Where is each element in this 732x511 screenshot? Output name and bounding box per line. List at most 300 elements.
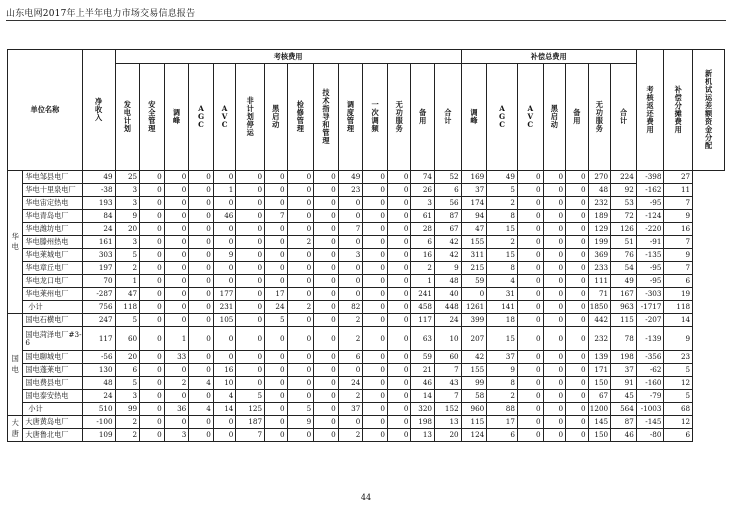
value-cell: 115 — [611, 314, 637, 327]
value-cell: 3 — [164, 429, 189, 442]
value-cell: 0 — [189, 364, 214, 377]
value-cell: 37 — [611, 364, 637, 377]
value-cell: 0 — [363, 364, 388, 377]
value-cell: 51 — [611, 236, 637, 249]
value-cell: 26 — [411, 184, 435, 197]
value-cell: 0 — [314, 249, 339, 262]
value-cell: 0 — [189, 236, 214, 249]
subtotal-label: 小计 — [23, 301, 82, 314]
value-cell: 68 — [664, 403, 693, 416]
value-cell: 12 — [664, 416, 693, 429]
value-cell: 48 — [588, 184, 611, 197]
value-cell: 33 — [164, 351, 189, 364]
value-cell: 59 — [461, 275, 487, 288]
value-cell: 174 — [461, 197, 487, 210]
plant-name: 国电泰安热电 — [23, 390, 82, 403]
plant-name: 华电莱州电厂 — [23, 288, 82, 301]
value-cell: 0 — [189, 351, 214, 364]
value-cell: 0 — [387, 377, 411, 390]
value-cell: 0 — [566, 314, 589, 327]
assessment-col-header: 无功服务 — [387, 64, 411, 171]
value-cell: 139 — [588, 351, 611, 364]
compensation-col-header: 备用 — [566, 64, 589, 171]
value-cell: 0 — [387, 236, 411, 249]
value-cell: 31 — [487, 288, 518, 301]
value-cell: 0 — [189, 223, 214, 236]
table-head — [8, 50, 725, 171]
value-cell: -91 — [636, 236, 664, 249]
value-cell: 0 — [314, 171, 339, 184]
value-cell: 9 — [664, 249, 693, 262]
value-cell: 0 — [265, 236, 288, 249]
value-cell: 5 — [115, 314, 140, 327]
value-cell: 24 — [435, 314, 462, 327]
plant-name: 华电青岛电厂 — [23, 210, 82, 223]
value-cell: 0 — [363, 377, 388, 390]
value-cell: 0 — [314, 390, 339, 403]
table-body — [8, 171, 725, 442]
value-cell: 94 — [461, 210, 487, 223]
value-cell: 0 — [387, 184, 411, 197]
value-cell: 42 — [435, 236, 462, 249]
value-cell: 54 — [611, 262, 637, 275]
value-cell: 9 — [487, 364, 518, 377]
value-cell: 0 — [314, 416, 339, 429]
value-cell: 0 — [164, 314, 189, 327]
table-row — [8, 210, 725, 223]
value-cell: 2 — [287, 236, 314, 249]
value-cell: 0 — [517, 275, 543, 288]
value-cell: 71 — [588, 288, 611, 301]
value-cell: 46 — [213, 210, 236, 223]
value-cell: 0 — [566, 377, 589, 390]
value-cell: 78 — [611, 327, 637, 351]
value-cell: 0 — [189, 210, 214, 223]
value-cell: 0 — [213, 429, 236, 442]
value-cell: 0 — [543, 275, 566, 288]
value-cell: -398 — [636, 171, 664, 184]
value-cell: 9 — [664, 327, 693, 351]
value-cell: 963 — [611, 301, 637, 314]
value-cell: 0 — [265, 403, 288, 416]
value-cell: 0 — [363, 223, 388, 236]
value-cell: 14 — [213, 403, 236, 416]
value-cell: 49 — [338, 171, 363, 184]
value-cell: 11 — [664, 184, 693, 197]
value-cell: 0 — [164, 236, 189, 249]
value-cell: 0 — [287, 351, 314, 364]
value-cell: 2 — [487, 236, 518, 249]
value-cell: 0 — [517, 262, 543, 275]
value-cell: 92 — [611, 184, 637, 197]
value-cell: 5 — [287, 403, 314, 416]
value-cell: 24 — [82, 390, 115, 403]
value-cell: 1261 — [461, 301, 487, 314]
value-cell: 2 — [287, 301, 314, 314]
value-cell: 0 — [543, 377, 566, 390]
value-cell: 0 — [338, 416, 363, 429]
value-cell: 117 — [411, 314, 435, 327]
value-cell: 2 — [411, 262, 435, 275]
value-cell: 0 — [517, 210, 543, 223]
value-cell: 756 — [82, 301, 115, 314]
value-cell: 155 — [461, 236, 487, 249]
value-cell: 0 — [189, 327, 214, 351]
value-cell: 0 — [363, 249, 388, 262]
value-cell: 247 — [82, 314, 115, 327]
assessment-col-header: AVC — [213, 64, 236, 171]
value-cell: 0 — [314, 197, 339, 210]
value-cell: 152 — [435, 403, 462, 416]
table-row — [8, 171, 725, 184]
value-cell: 0 — [140, 223, 165, 236]
value-cell: 0 — [517, 351, 543, 364]
value-cell: 9 — [287, 416, 314, 429]
value-cell: 0 — [265, 262, 288, 275]
value-cell: 0 — [314, 262, 339, 275]
value-cell: 87 — [611, 416, 637, 429]
value-cell: 0 — [140, 351, 165, 364]
value-cell: 1 — [164, 327, 189, 351]
value-cell: 399 — [461, 314, 487, 327]
value-cell: 20 — [115, 351, 140, 364]
value-cell: 0 — [140, 364, 165, 377]
value-cell: 46 — [411, 377, 435, 390]
value-cell: 0 — [338, 364, 363, 377]
value-cell: 105 — [213, 314, 236, 327]
value-cell: 0 — [461, 288, 487, 301]
value-cell: 0 — [363, 314, 388, 327]
value-cell: -207 — [636, 314, 664, 327]
value-cell: 0 — [387, 403, 411, 416]
value-cell: 72 — [611, 210, 637, 223]
value-cell: 369 — [588, 249, 611, 262]
value-cell: 16 — [213, 364, 236, 377]
value-cell: 0 — [213, 351, 236, 364]
value-cell: 171 — [588, 364, 611, 377]
unit-name-header: 单位名称 — [8, 50, 83, 171]
value-cell: 0 — [543, 288, 566, 301]
value-cell: 63 — [411, 327, 435, 351]
plant-name: 华电宙定热电 — [23, 197, 82, 210]
value-cell: 0 — [338, 275, 363, 288]
value-cell: 0 — [140, 416, 165, 429]
value-cell: 126 — [611, 223, 637, 236]
value-cell: 0 — [363, 262, 388, 275]
value-cell: 60 — [115, 327, 140, 351]
value-cell: 0 — [287, 327, 314, 351]
value-cell: 0 — [236, 184, 265, 197]
value-cell: 0 — [236, 171, 265, 184]
value-cell: 115 — [461, 416, 487, 429]
value-cell: 0 — [543, 171, 566, 184]
value-cell: 0 — [164, 184, 189, 197]
value-cell: 0 — [314, 210, 339, 223]
value-cell: 0 — [140, 236, 165, 249]
value-cell: 76 — [611, 249, 637, 262]
value-cell: 0 — [236, 377, 265, 390]
value-cell: 5 — [115, 377, 140, 390]
value-cell: 0 — [164, 249, 189, 262]
value-cell: 0 — [338, 288, 363, 301]
value-cell: 215 — [461, 262, 487, 275]
value-cell: 0 — [387, 351, 411, 364]
value-cell: -95 — [636, 262, 664, 275]
value-cell: 2 — [115, 416, 140, 429]
value-cell: 193 — [82, 197, 115, 210]
value-cell: 0 — [387, 327, 411, 351]
value-cell: 0 — [140, 390, 165, 403]
value-cell: 0 — [517, 288, 543, 301]
value-cell: 117 — [82, 327, 115, 351]
value-cell: 145 — [588, 416, 611, 429]
value-cell: 0 — [287, 429, 314, 442]
value-cell: 0 — [265, 351, 288, 364]
value-cell: 87 — [435, 210, 462, 223]
plant-name: 华电龙口电厂 — [23, 275, 82, 288]
value-cell: 0 — [236, 210, 265, 223]
value-cell: 42 — [435, 249, 462, 262]
plant-name: 国电费县电厂 — [23, 377, 82, 390]
value-cell: 0 — [140, 249, 165, 262]
value-cell: -62 — [636, 364, 664, 377]
value-cell: 0 — [314, 301, 339, 314]
value-cell: 0 — [314, 288, 339, 301]
value-cell: 167 — [611, 288, 637, 301]
table-row — [8, 262, 725, 275]
value-cell: 0 — [387, 275, 411, 288]
value-cell: 9 — [435, 262, 462, 275]
value-cell: 0 — [543, 327, 566, 351]
value-cell: 0 — [387, 197, 411, 210]
value-cell: 0 — [543, 429, 566, 442]
value-cell: 0 — [314, 429, 339, 442]
value-cell: 0 — [363, 390, 388, 403]
value-cell: 0 — [517, 171, 543, 184]
value-cell: 0 — [213, 327, 236, 351]
value-cell: 6 — [664, 275, 693, 288]
value-cell: 129 — [588, 223, 611, 236]
value-cell: 0 — [265, 327, 288, 351]
value-cell: 82 — [338, 301, 363, 314]
value-cell: 21 — [411, 364, 435, 377]
value-cell: 47 — [115, 288, 140, 301]
value-cell: 0 — [236, 236, 265, 249]
value-cell: 49 — [82, 171, 115, 184]
value-cell: 9 — [213, 249, 236, 262]
value-cell: -1717 — [636, 301, 664, 314]
value-cell: 37 — [338, 403, 363, 416]
value-cell: -95 — [636, 275, 664, 288]
value-cell: 0 — [265, 377, 288, 390]
value-cell: 0 — [517, 429, 543, 442]
assessment-col-header: 安全管理 — [140, 64, 165, 171]
subtotal-row — [8, 403, 725, 416]
value-cell: -287 — [82, 288, 115, 301]
value-cell: 0 — [387, 249, 411, 262]
value-cell: 0 — [287, 390, 314, 403]
value-cell: 232 — [588, 327, 611, 351]
value-cell: 28 — [411, 223, 435, 236]
value-cell: 0 — [140, 288, 165, 301]
value-cell: 56 — [435, 197, 462, 210]
plant-name: 华电十里泉电厂 — [23, 184, 82, 197]
subtotal-row — [8, 301, 725, 314]
value-cell: 0 — [338, 262, 363, 275]
value-cell: 2 — [338, 314, 363, 327]
value-cell: 0 — [566, 390, 589, 403]
value-cell: 1200 — [588, 403, 611, 416]
value-cell: 0 — [287, 171, 314, 184]
value-cell: 16 — [664, 223, 693, 236]
value-cell: 59 — [411, 351, 435, 364]
value-cell: 0 — [543, 197, 566, 210]
value-cell: 0 — [387, 171, 411, 184]
value-cell: 130 — [82, 364, 115, 377]
value-cell: 0 — [189, 429, 214, 442]
value-cell: 10 — [213, 377, 236, 390]
value-cell: 109 — [82, 429, 115, 442]
table-row — [8, 223, 725, 236]
value-cell: 0 — [189, 314, 214, 327]
plant-name: 国电聊城电厂 — [23, 351, 82, 364]
value-cell: 0 — [189, 416, 214, 429]
value-cell: -95 — [636, 197, 664, 210]
value-cell: 45 — [611, 390, 637, 403]
value-cell: 0 — [140, 171, 165, 184]
value-cell: 0 — [287, 364, 314, 377]
value-cell: 84 — [82, 210, 115, 223]
value-cell: 37 — [487, 351, 518, 364]
value-cell: 0 — [387, 223, 411, 236]
value-cell: 0 — [517, 364, 543, 377]
value-cell: 0 — [164, 262, 189, 275]
value-cell: 0 — [140, 301, 165, 314]
value-cell: 8 — [487, 262, 518, 275]
value-cell: 233 — [588, 262, 611, 275]
value-cell: 311 — [461, 249, 487, 262]
value-cell: 0 — [363, 351, 388, 364]
value-cell: 0 — [566, 262, 589, 275]
value-cell: 15 — [487, 249, 518, 262]
value-cell: 320 — [411, 403, 435, 416]
value-cell: 0 — [213, 416, 236, 429]
assessment-col-header: AGC — [189, 64, 214, 171]
value-cell: 0 — [387, 429, 411, 442]
value-cell: 197 — [82, 262, 115, 275]
value-cell: 47 — [461, 223, 487, 236]
plant-name: 华电邹县电厂 — [23, 171, 82, 184]
value-cell: 24 — [265, 301, 288, 314]
value-cell: -38 — [82, 184, 115, 197]
value-cell: 0 — [566, 275, 589, 288]
value-cell: -145 — [636, 416, 664, 429]
value-cell: 37 — [461, 184, 487, 197]
table-row — [8, 327, 725, 351]
value-cell: 0 — [543, 390, 566, 403]
assessment-col-header: 检修管理 — [287, 64, 314, 171]
value-cell: 24 — [82, 223, 115, 236]
value-cell: 0 — [265, 171, 288, 184]
assessment-col-header: 一次调频 — [363, 64, 388, 171]
value-cell: 7 — [338, 223, 363, 236]
value-cell: 0 — [566, 197, 589, 210]
plant-name: 华电莱城电厂 — [23, 249, 82, 262]
value-cell: 8 — [487, 377, 518, 390]
plant-name: 大唐黄岛电厂 — [23, 416, 82, 429]
value-cell: 0 — [387, 301, 411, 314]
value-cell: 0 — [189, 197, 214, 210]
value-cell: 0 — [189, 275, 214, 288]
value-cell: 14 — [411, 390, 435, 403]
value-cell: 0 — [265, 249, 288, 262]
value-cell: 0 — [164, 416, 189, 429]
value-cell: 0 — [314, 403, 339, 416]
plant-name: 华电潍坊电厂 — [23, 223, 82, 236]
value-cell: 0 — [265, 275, 288, 288]
value-cell: 0 — [236, 249, 265, 262]
value-cell: 150 — [588, 429, 611, 442]
value-cell: 42 — [461, 351, 487, 364]
value-cell: 0 — [387, 288, 411, 301]
table-row — [8, 249, 725, 262]
value-cell: 0 — [287, 275, 314, 288]
value-cell: 25 — [115, 171, 140, 184]
value-cell: 0 — [387, 314, 411, 327]
value-cell: 0 — [517, 403, 543, 416]
plant-name: 国电菏泽电厂#3-6 — [23, 327, 82, 351]
value-cell: 49 — [487, 171, 518, 184]
value-cell: 17 — [265, 288, 288, 301]
value-cell: 9 — [115, 210, 140, 223]
value-cell: 1850 — [588, 301, 611, 314]
value-cell: 0 — [140, 429, 165, 442]
value-cell: 0 — [543, 262, 566, 275]
value-cell: 0 — [213, 223, 236, 236]
value-cell: 150 — [588, 377, 611, 390]
value-cell: 4 — [487, 275, 518, 288]
page-number: 44 — [360, 493, 372, 502]
value-cell: 6 — [115, 364, 140, 377]
new-unit-diff-header: 新机试运差额资金分配 — [693, 50, 725, 171]
value-cell: 0 — [543, 236, 566, 249]
value-cell: 960 — [461, 403, 487, 416]
value-cell: 0 — [287, 288, 314, 301]
value-cell: 189 — [588, 210, 611, 223]
value-cell: 0 — [189, 390, 214, 403]
value-cell: 0 — [543, 210, 566, 223]
value-cell: 6 — [664, 429, 693, 442]
value-cell: 0 — [363, 327, 388, 351]
value-cell: 0 — [236, 314, 265, 327]
value-cell: 0 — [236, 197, 265, 210]
value-cell: 0 — [387, 364, 411, 377]
compensation-col-header: 无功服务 — [588, 64, 611, 171]
table-row — [8, 236, 725, 249]
value-cell: 0 — [164, 275, 189, 288]
value-cell: 14 — [664, 314, 693, 327]
value-cell: 88 — [487, 403, 518, 416]
value-cell: 0 — [363, 301, 388, 314]
value-cell: 0 — [164, 301, 189, 314]
value-cell: 187 — [236, 416, 265, 429]
value-cell: 5 — [115, 249, 140, 262]
value-cell: 0 — [338, 197, 363, 210]
value-cell: 0 — [314, 275, 339, 288]
market-fee-table — [7, 49, 725, 442]
value-cell: 198 — [411, 416, 435, 429]
assessment-col-header: 调度管理 — [338, 64, 363, 171]
